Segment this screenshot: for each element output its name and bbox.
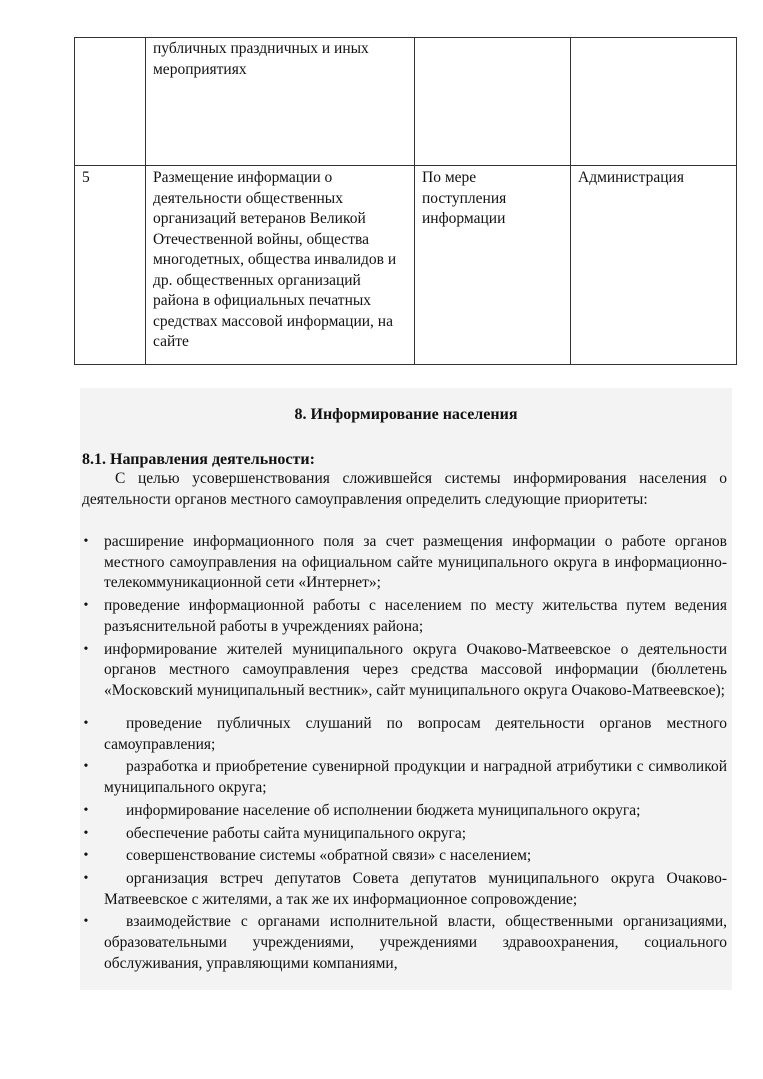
bullet-icon: • bbox=[83, 914, 89, 930]
cell-term bbox=[415, 38, 571, 166]
list-item bbox=[80, 714, 727, 755]
list-item bbox=[80, 912, 727, 974]
list-item bbox=[80, 846, 727, 867]
bullet-icon: • bbox=[83, 802, 89, 818]
cell-number bbox=[75, 38, 146, 166]
table-row bbox=[75, 38, 737, 166]
subsection-title: 8.1. Направления деятельности: bbox=[82, 451, 315, 468]
intro-paragraph bbox=[82, 469, 727, 510]
list-item-text: разработка и приобретение сувенирной продукции и наградной атрибутики с символикой муниципального округа; bbox=[104, 758, 727, 797]
events-table bbox=[74, 37, 737, 365]
list-item-text: взаимодействие с органами исполнительной власти, общественными организациями, образовательными учреждениями, учреждениями здравоохранения, социального обслуживания, управляющими компаниями, bbox=[104, 913, 727, 972]
cell-responsible: Администрация bbox=[571, 166, 737, 365]
priorities-list bbox=[80, 532, 732, 702]
bullet-icon: • bbox=[83, 848, 89, 864]
bullet-icon: • bbox=[83, 870, 89, 886]
cell-responsible bbox=[571, 38, 737, 166]
list-item bbox=[80, 596, 727, 637]
list-item-text: информирование жителей муниципального округа Очаково-Матвеевское о деятельности органов местного самоуправления через средства массовой информации (бюллетень «Московский муниципальный вестник», сайт муниципального округа Очаково-Матвеевское); bbox=[104, 640, 727, 699]
cell-event: Размещение информации о деятельности общественных организаций ветеранов Великой Отечественной войны, общества многодетных, общества инвалидов и др. общественных организаций района в официальных печатных средствах массовой информации, на сайте bbox=[146, 166, 415, 365]
activities-list bbox=[80, 714, 732, 976]
list-item-text: организация встреч депутатов Совета депутатов муниципального округа Очаково-Матвеевское с жителями, а так же их информационное сопровождение; bbox=[104, 869, 727, 908]
table-row bbox=[75, 166, 737, 365]
list-item-text: проведение публичных слушаний по вопросам деятельности органов местного самоуправления; bbox=[104, 715, 727, 753]
section-title: 8. Информирование населения bbox=[294, 406, 518, 423]
informing-section bbox=[80, 388, 732, 990]
list-item bbox=[80, 757, 727, 798]
cell-number: 5 bbox=[75, 166, 146, 365]
intro-text: С целью усовершенствования сложившейся системы информирования населения о деятельности органов местного самоуправления определить следующие приоритеты: bbox=[82, 470, 727, 508]
bullet-icon: • bbox=[83, 598, 89, 614]
bullet-icon: • bbox=[83, 534, 89, 549]
list-item bbox=[80, 824, 727, 845]
list-item-text: расширение информационного поля за счет размещения информации о работе органов местного самоуправления на официальном сайте муниципального округа в информационно-телекоммуникационной сети «Интернет»; bbox=[104, 533, 727, 592]
bullet-icon: • bbox=[83, 825, 89, 841]
list-item-text: информирование население об исполнении бюджета муниципального округа; bbox=[126, 801, 641, 819]
list-item bbox=[80, 869, 727, 910]
bullet-icon: • bbox=[83, 641, 89, 657]
cell-event: публичных праздничных и иных мероприятиях bbox=[146, 38, 415, 166]
list-item-text: совершенствование системы «обратной связи» с населением; bbox=[126, 847, 532, 865]
cell-term: По мере поступления информации bbox=[415, 166, 571, 365]
list-item bbox=[80, 640, 727, 702]
list-item-text: обеспечение работы сайта муниципального округа; bbox=[126, 824, 467, 842]
list-item-text: проведение информационной работы с населением по месту жительства путем ведения разъяснительной работы в учреждениях района; bbox=[104, 597, 727, 635]
list-item bbox=[80, 801, 727, 822]
list-item bbox=[80, 532, 727, 594]
bullet-icon: • bbox=[83, 716, 89, 731]
bullet-icon: • bbox=[83, 759, 89, 775]
